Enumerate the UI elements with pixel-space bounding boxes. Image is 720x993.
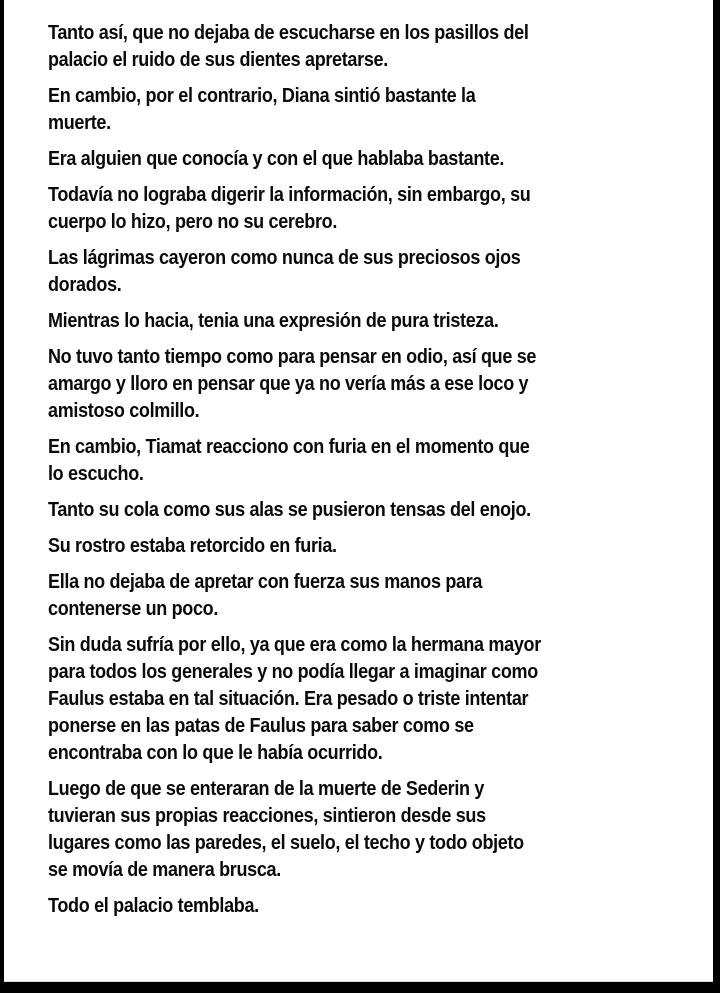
paragraph: [48, 83, 708, 137]
paragraph: [48, 146, 708, 173]
text-line: Tanto así, que no dejaba de escucharse en los pasillos del: [48, 22, 529, 44]
text-line: muerte.: [48, 112, 111, 134]
paragraph: [48, 776, 708, 884]
text-line: Ella no dejaba de apretar con fuerza sus manos para: [48, 571, 483, 593]
text-line: Tanto su cola como sus alas se pusieron tensas del enojo.: [48, 499, 531, 521]
text-line: Faulus estaba en tal situación. Era pesado o triste intentar: [48, 688, 529, 710]
text-line: contenerse un poco.: [48, 598, 219, 620]
text-line: palacio el ruido de sus dientes apretarse.: [48, 49, 388, 71]
text-line: lo escucho.: [48, 463, 144, 485]
text-line: Todo el palacio temblaba.: [48, 895, 259, 917]
document-body: [48, 20, 708, 929]
paragraph: [48, 569, 708, 623]
text-line: Luego de que se enteraran de la muerte de Sederin y: [48, 778, 485, 800]
text-line: tuvieran sus propias reacciones, sintieron desde sus: [48, 805, 486, 827]
text-line: ponerse en las patas de Faulus para saber como se: [48, 715, 474, 737]
paragraph: [48, 533, 708, 560]
text-line: se movía de manera brusca.: [48, 859, 281, 881]
paragraph: [48, 893, 708, 920]
paragraph: [48, 434, 708, 488]
paragraph: [48, 344, 708, 425]
text-line: No tuvo tanto tiempo como para pensar en odio, así que se: [48, 346, 537, 368]
text-line: dorados.: [48, 274, 122, 296]
paragraph: [48, 245, 708, 299]
text-line: para todos los generales y no podía llegar a imaginar como: [48, 661, 538, 683]
text-line: Era alguien que conocía y con el que hablaba bastante.: [48, 148, 505, 170]
text-line: cuerpo lo hizo, pero no su cerebro.: [48, 211, 338, 233]
text-line: Sin duda sufría por ello, ya que era como la hermana mayor: [48, 634, 541, 656]
document-page: [4, 0, 713, 982]
text-line: Todavía no lograba digerir la información, sin embargo, su: [48, 184, 531, 206]
paragraph: [48, 497, 708, 524]
text-line: En cambio, Tiamat reacciono con furia en el momento que: [48, 436, 530, 458]
paragraph: [48, 308, 708, 335]
paragraph: [48, 20, 708, 74]
paragraph: [48, 632, 708, 767]
text-line: Su rostro estaba retorcido en furia.: [48, 535, 337, 557]
text-line: encontraba con lo que le había ocurrido.: [48, 742, 383, 764]
paragraph: [48, 182, 708, 236]
text-line: En cambio, por el contrario, Diana sintió bastante la: [48, 85, 476, 107]
text-line: amargo y lloro en pensar que ya no vería más a ese loco y: [48, 373, 529, 395]
text-line: Las lágrimas cayeron como nunca de sus preciosos ojos: [48, 247, 521, 269]
text-line: Mientras lo hacia, tenia una expresión de pura tristeza.: [48, 310, 499, 332]
text-line: amistoso colmillo.: [48, 400, 200, 422]
text-line: lugares como las paredes, el suelo, el techo y todo objeto: [48, 832, 524, 854]
